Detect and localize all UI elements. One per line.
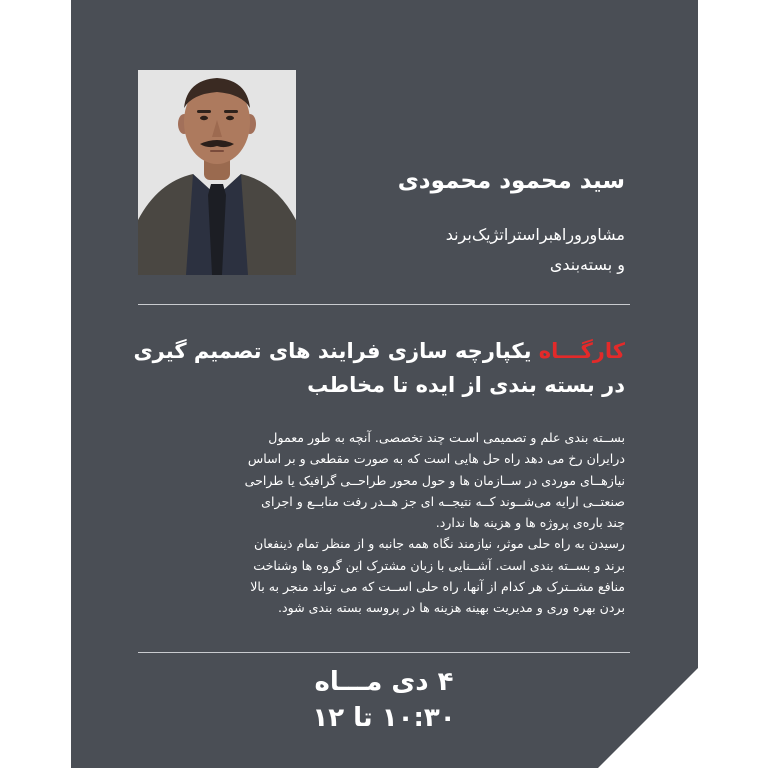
workshop-title-line — [133, 334, 625, 368]
event-date: ۴ دی مـــاه — [314, 667, 454, 697]
bottom-divider — [138, 652, 630, 653]
speaker-portrait-image — [138, 70, 296, 275]
speaker-role-line: مشاوروراهبراستراتژیک‌برند — [445, 225, 625, 244]
description-line: برند و بســته بندی است. آشــنایی با زبان مشترک این گروه ها وشناخت — [253, 557, 625, 573]
description-line: منافع مشــترک هر کدام از آنها، راه حلی اســت که می تواند منجر به بالا — [250, 579, 625, 595]
workshop-title-line: در بسته بندی از ایده تا مخاطب — [307, 373, 625, 397]
description-line: صنعتــی ارایه می‌شــوند کــه نتیجــه ای جز هــدر رفت منابــع و اجرای — [261, 493, 625, 509]
description-line: درایران رخ می دهد راه حل هایی است که به صورت مقطعی و بر اساس — [247, 451, 625, 467]
event-time: ۱۰:۳۰ تا ۱۲ — [312, 703, 456, 733]
speaker-photo — [138, 70, 296, 275]
workshop-title-text: یکپارچه سازی فرایند های تصمیم گیری — [133, 339, 539, 363]
workshop-title — [133, 334, 625, 402]
speaker-name: سید محمود محمودی — [397, 168, 625, 194]
event-schedule — [138, 664, 630, 736]
description-line: رسیدن به راه حلی موثر، نیازمند نگاه همه جانبه و از منظر تمام ذینفعان — [254, 536, 625, 552]
speaker-role-line: و بسته‌بندی — [549, 255, 625, 274]
speaker-role — [305, 220, 625, 280]
description-line: بردن بهره وری و مدیریت بهینه هزینه ها در پروسه بسته بندی شود. — [277, 600, 625, 616]
workshop-description — [125, 427, 625, 619]
description-line: نیازهــای موردی در ســازمان ها و حول محور طراحــی گرافیک یا طراحی — [244, 472, 625, 488]
workshop-label: کارگـــاه — [538, 339, 625, 363]
description-line: چند باره‌ی پروژه ها و هزینه ها ندارد. — [435, 515, 625, 531]
description-line: بســته بندی علم و تصمیمی اسـت چند تخصصی. آنچه به طور معمول — [268, 430, 625, 445]
top-divider — [138, 304, 630, 305]
